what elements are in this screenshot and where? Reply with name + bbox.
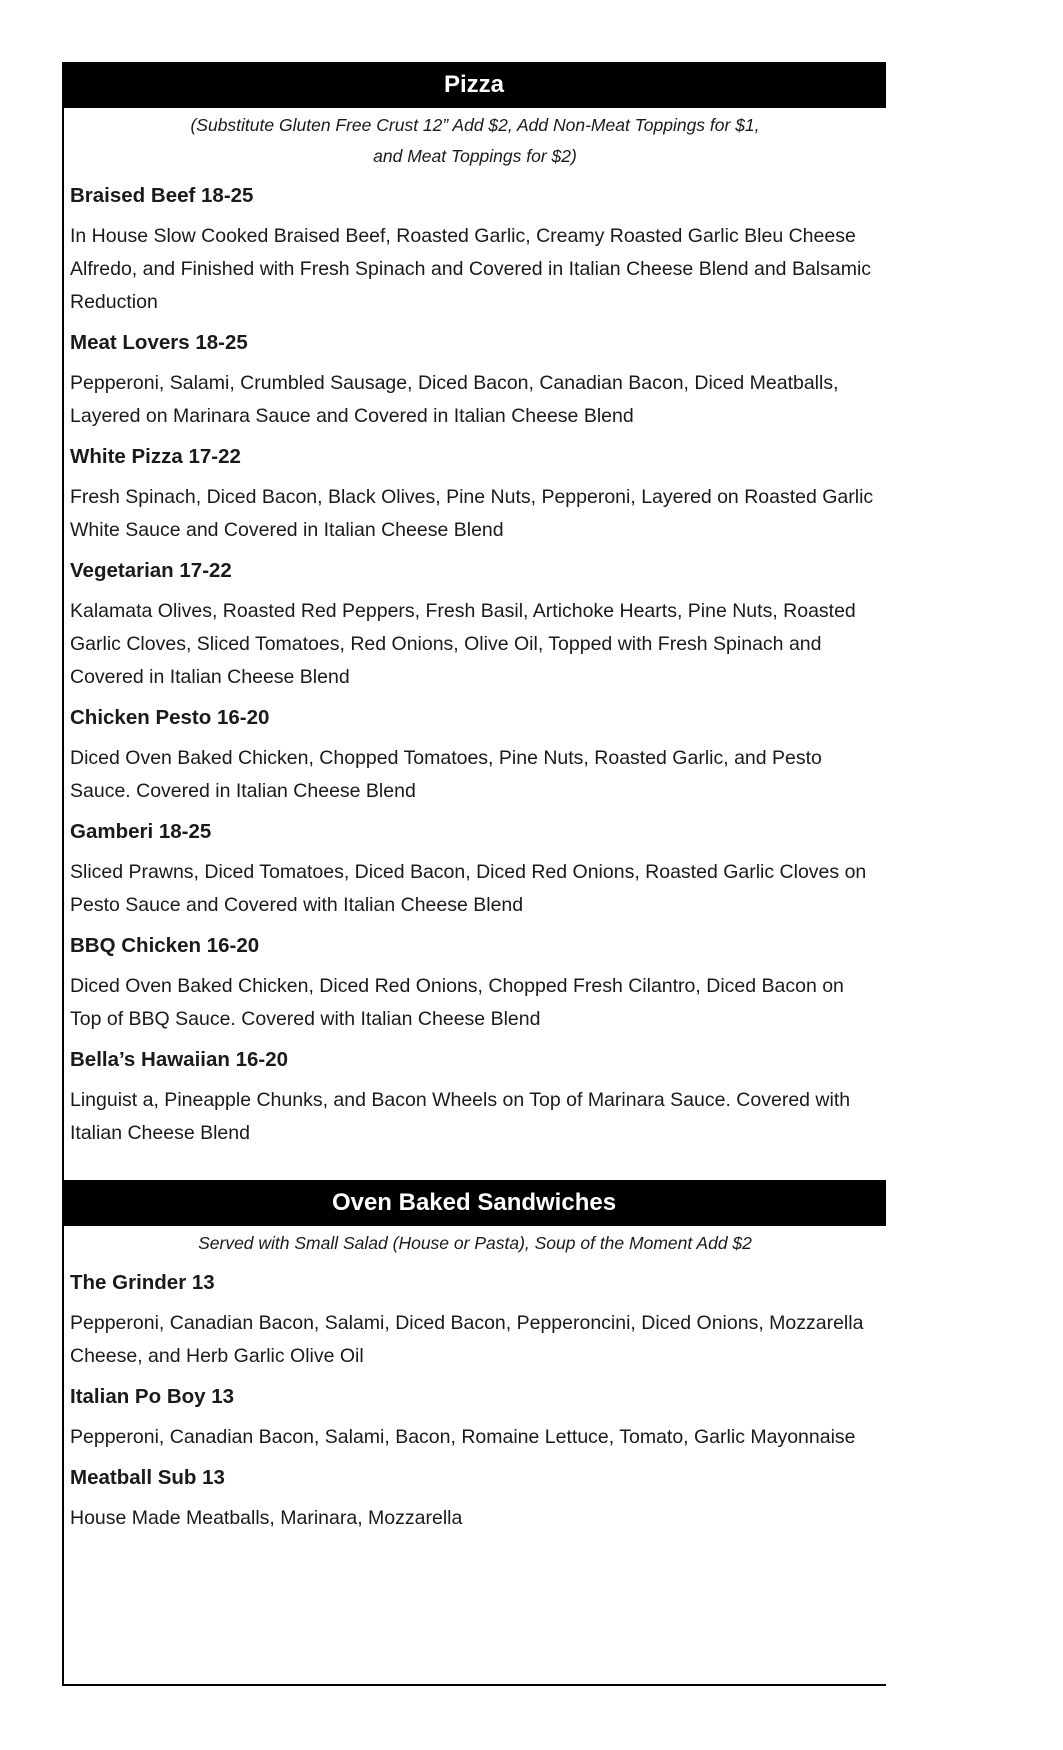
item-description: Pepperoni, Salami, Crumbled Sausage, Diced Bacon, Canadian Bacon, Diced Meatballs, Layered on Marinara Sauce and Covered in Italian Cheese Blend xyxy=(70,372,839,427)
section-sandwiches xyxy=(64,1180,886,1535)
menu-item xyxy=(70,443,876,547)
menu-item xyxy=(70,818,876,922)
menu-item xyxy=(70,1046,876,1150)
item-description: In House Slow Cooked Braised Beef, Roasted Garlic, Creamy Roasted Garlic Bleu Cheese Alfredo, and Finished with Fresh Spinach and Covered in Italian Cheese Blend and Balsamic Reduction xyxy=(70,225,872,313)
item-title: Chicken Pesto 16-20 xyxy=(70,706,270,729)
item-title: Meat Lovers 18-25 xyxy=(70,331,248,354)
item-description: Diced Oven Baked Chicken, Chopped Tomatoes, Pine Nuts, Roasted Garlic, and Pesto Sauce. Covered in Italian Cheese Blend xyxy=(70,747,822,802)
item-title: Italian Po Boy 13 xyxy=(70,1385,235,1408)
menu-item xyxy=(70,704,876,808)
item-description: Linguist a, Pineapple Chunks, and Bacon Wheels on Top of Marinara Sauce. Covered with Italian Cheese Blend xyxy=(70,1089,851,1144)
item-description: Fresh Spinach, Diced Bacon, Black Olives, Pine Nuts, Pepperoni, Layered on Roasted Garlic White Sauce and Covered in Italian Cheese Blend xyxy=(70,486,874,541)
section-header-sandwiches: Oven Baked Sandwiches xyxy=(62,1180,886,1226)
item-title: BBQ Chicken 16-20 xyxy=(70,934,260,957)
menu-item xyxy=(70,932,876,1036)
item-title: Vegetarian 17-22 xyxy=(70,559,232,582)
item-description: Pepperoni, Canadian Bacon, Salami, Bacon, Romaine Lettuce, Tomato, Garlic Mayonnaise xyxy=(70,1426,856,1448)
section-note-pizza xyxy=(64,110,886,172)
menu-item xyxy=(70,329,876,433)
menu-frame xyxy=(62,62,886,1686)
menu-item xyxy=(70,1269,876,1373)
section-header-pizza: Pizza xyxy=(62,62,886,108)
section-spacer xyxy=(64,1156,886,1180)
menu-item xyxy=(70,1383,876,1454)
section-pizza xyxy=(64,62,886,1150)
menu-item xyxy=(70,182,876,319)
note-line: and Meat Toppings for $2) xyxy=(373,146,577,166)
item-title: White Pizza 17-22 xyxy=(70,445,241,468)
note-line: Served with Small Salad (House or Pasta), Soup of the Moment Add $2 xyxy=(198,1233,752,1253)
menu-item xyxy=(70,1464,876,1535)
item-description: Diced Oven Baked Chicken, Diced Red Onions, Chopped Fresh Cilantro, Diced Bacon on Top of BBQ Sauce. Covered with Italian Cheese Blend xyxy=(70,975,844,1030)
item-description: Sliced Prawns, Diced Tomatoes, Diced Bacon, Diced Red Onions, Roasted Garlic Cloves on Pesto Sauce and Covered with Italian Cheese Blend xyxy=(70,861,867,916)
item-description: Kalamata Olives, Roasted Red Peppers, Fresh Basil, Artichoke Hearts, Pine Nuts, Roasted Garlic Cloves, Sliced Tomatoes, Red Onions, Olive Oil, Topped with Fresh Spinach and Covered in Italian Cheese Blend xyxy=(70,600,856,688)
item-list-sandwiches xyxy=(64,1269,886,1535)
item-title: Braised Beef 18-25 xyxy=(70,184,254,207)
item-title: Gamberi 18-25 xyxy=(70,820,212,843)
item-description: Pepperoni, Canadian Bacon, Salami, Diced Bacon, Pepperoncini, Diced Onions, Mozzarella Cheese, and Herb Garlic Olive Oil xyxy=(70,1312,864,1367)
menu-item xyxy=(70,557,876,694)
section-note-sandwiches xyxy=(64,1228,886,1259)
item-title: Meatball Sub 13 xyxy=(70,1466,225,1489)
note-line: (Substitute Gluten Free Crust 12” Add $2, Add Non-Meat Toppings for $1, xyxy=(190,115,760,135)
item-list-pizza xyxy=(64,182,886,1150)
item-title: Bella’s Hawaiian 16-20 xyxy=(70,1048,289,1071)
item-description: House Made Meatballs, Marinara, Mozzarella xyxy=(70,1507,463,1529)
item-title: The Grinder 13 xyxy=(70,1271,215,1294)
